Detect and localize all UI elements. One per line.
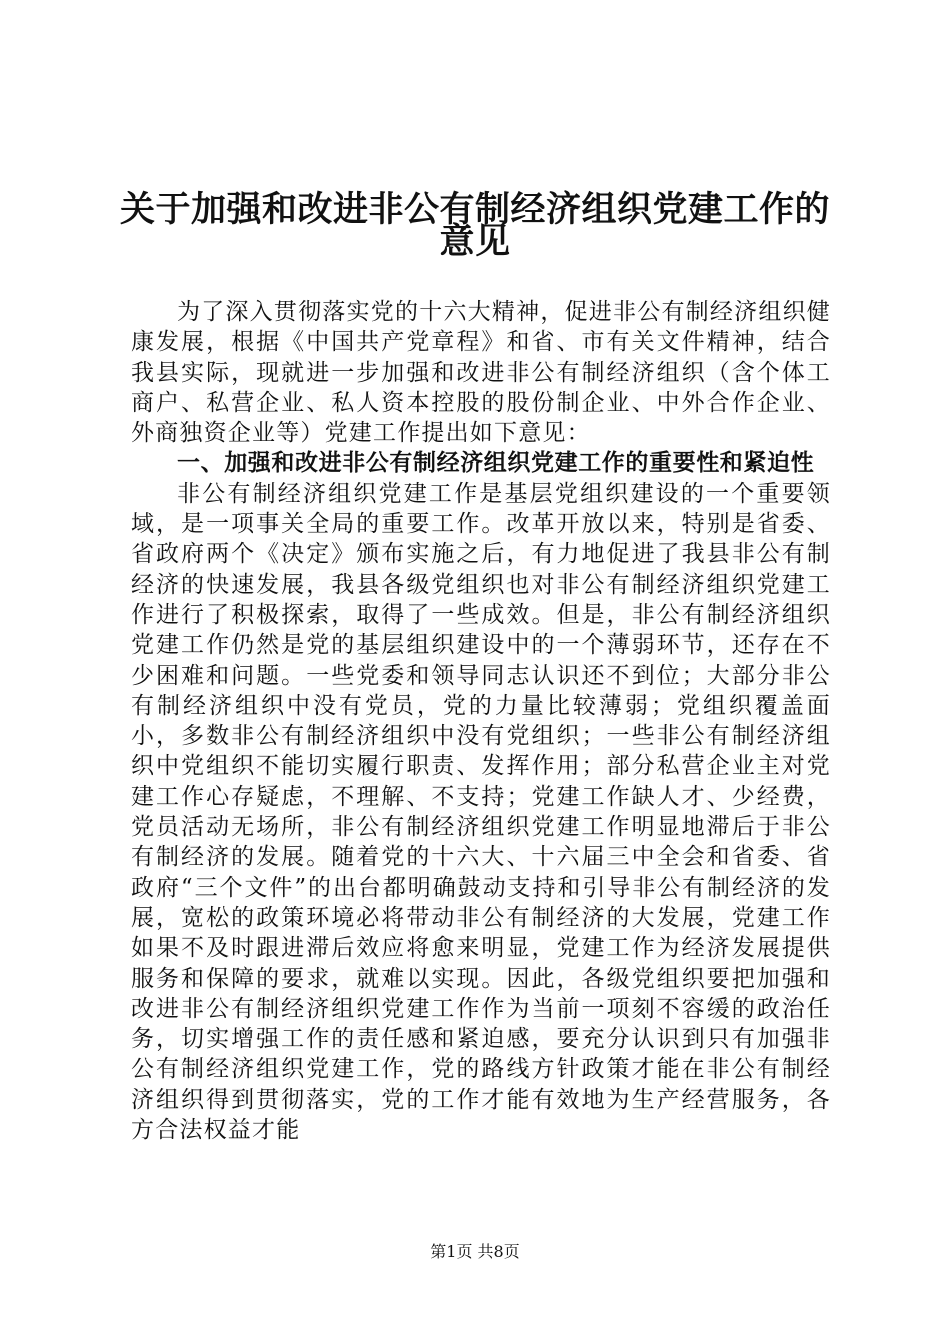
section-paragraph: 非公有制经济组织党建工作是基层党组织建设的一个重要领域，是一项事关全局的重要工作。改革开放以来，特别是省委、省政府两个《决定》颁布实施之后，有力地促进了我县非公有制经济的快速发展，我县各级党组织也对非公有制经济组织党建工作进行了积极探索，取得了一些成效。但是，非公有制经济组织党建工作仍然是党的基层组织建设中的一个薄弱环节，还存在不少困难和问题。一些党委和领导同志认识还不到位；大部分非公有制经济组织中没有党员，党的力量比较薄弱；党组织覆盖面小，多数非公有制经济组织中没有党组织；一些非公有制经济组织中党组织不能切实履行职责、发挥作用；部分私营企业主对党建工作心存疑虑，不理解、不支持；党建工作缺人才、少经费，党员活动无场所，非公有制经济组织党建工作明显地滞后于非公有制经济的发展。随着党的十六大、十六届三中全会和省委、省政府“三个文件”的出台都明确鼓动支持和引导非公有制经济的发展，宽松的政策环境必将带动非公有制经济的大发展，党建工作如果不及时跟进滞后效应将愈来明显，党建工作为经济发展提供服务和保障的要求，就难以实现。因此，各级党组织要把加强和改进非公有制经济组织党建工作作为当前一项刻不容缓的政治任务，切实增强工作的责任感和紧迫感，要充分认识到只有加强非公有制经济组织党建工作，党的路线方针政策才能在非公有制经济组织得到贯彻落实，党的工作才能有效地为生产经营服务，各方合法权益才能: [131, 480, 831, 1144]
document-body: [131, 297, 831, 1145]
document-title-line2: 意见: [439, 222, 511, 262]
intro-paragraph: 为了深入贯彻落实党的十六大精神，促进非公有制经济组织健康发展，根据《中国共产党章程》和省、市有关文件精神，结合我县实际，现就进一步加强和改进非公有制经济组织（含个体工商户、私营企业、私人资本控股的股份制企业、中外合作企业、外商独资企业等）党建工作提出如下意见：: [131, 299, 831, 447]
section-heading: 一、加强和改进非公有制经济组织党建工作的重要性和紧迫性: [177, 450, 815, 477]
document-title-line1: 关于加强和改进非公有制经济组织党建工作的: [119, 190, 830, 230]
page-footer: 第1页 共8页: [430, 1242, 520, 1261]
